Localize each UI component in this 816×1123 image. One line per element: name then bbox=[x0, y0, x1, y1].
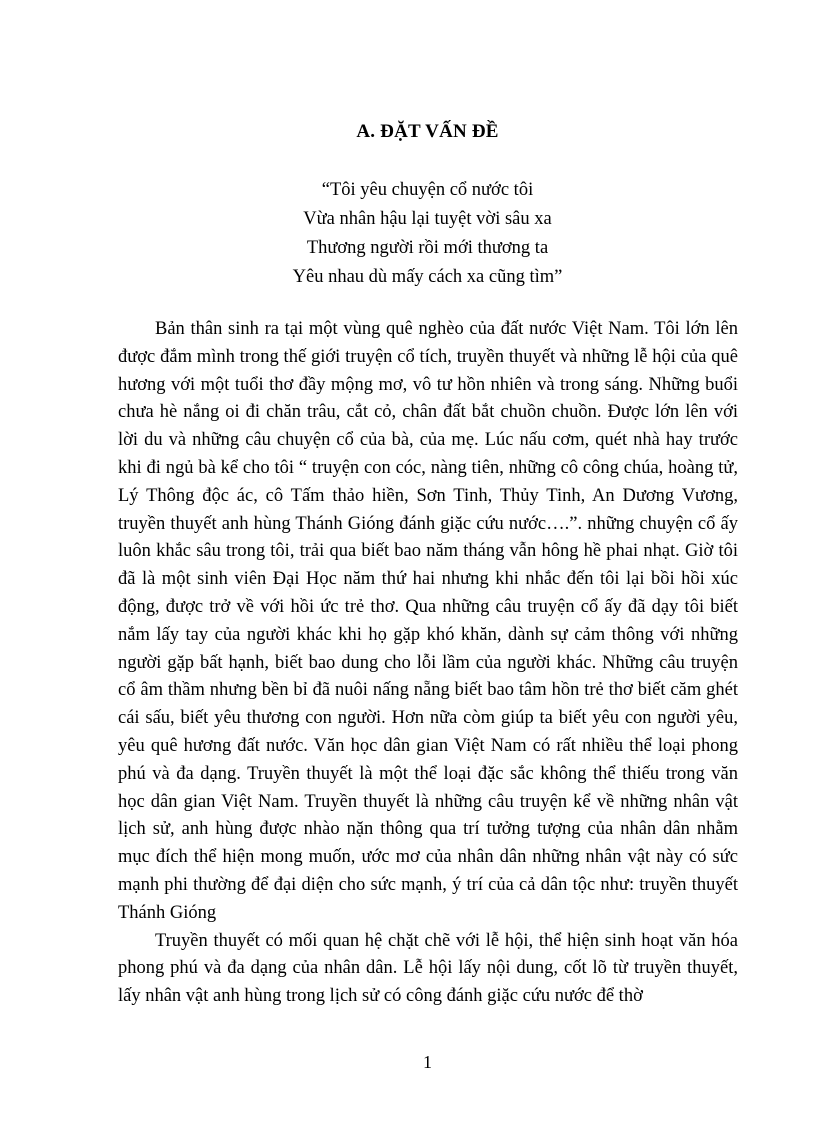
paragraph: Bản thân sinh ra tại một vùng quê nghèo của đất nước Việt Nam. Tôi lớn lên được đắm mình trong thế giới truyện cổ tích, truyền thuyết và những lễ hội của quê hương với một tuổi thơ đầy mộng mơ, vô tư hồn nhiên và trong sáng. Những buổi chưa hè nắng oi đi chăn trâu, cắt cỏ, chân đất bắt chuồn chuồn. Được lớn lên với lời du và những câu chuyện cổ của bà, của mẹ. Lúc nấu cơm, quét nhà hay trước khi đi ngủ bà kể cho tôi “ truyện con cóc, nàng tiên, những cô công chúa, hoàng tử, Lý Thông độc ác, cô Tấm thảo hiền, Sơn Tinh, Thủy Tinh, An Dương Vương, truyền thuyết anh hùng Thánh Gióng đánh giặc cứu nước….”. những chuyện cổ ấy luôn khắc sâu trong tôi, trải qua biết bao năm tháng vẫn hông hề phai nhạt. Giờ tôi đã là một sinh viên Đại Học năm thứ hai nhưng khi nhắc đến tôi lại bồi hồi xúc động, được trở về với hồi ức trẻ thơ. Qua những câu truyện cổ ấy đã dạy tôi biết nắm lấy tay của người khác khi họ gặp khó khăn, dành sự cảm thông với những người gặp bất hạnh, biết bao dung cho lỗi lầm của người khác. Những câu truyện cổ âm thầm nhưng bền bỉ đã nuôi nấng nẵng biết bao tâm hồn trẻ thơ biết căm ghét cái sấu, biết yêu thương con người. Hơn nữa còm giúp ta biết yêu con người yêu, yêu quê hương đất nước. Văn học dân gian Việt Nam có rất nhiều thể loại phong phú và đa dạng. Truyền thuyết là một thể loại đặc sắc không thể thiếu trong văn học dân gian Việt Nam. Truyền thuyết là những câu truyện kể về những nhân vật lịch sử, anh hùng được nhào nặn thông qua trí tưởng tượng của nhân dân nhằm mục đích thể hiện mong muốn, ước mơ của nhân dân những nhân vật này có sức mạnh phi thường để đại diện cho sức mạnh, ý trí của cả dân tộc như: truyền thuyết Thánh Gióng bbox=[118, 319, 738, 923]
poem-line: Vừa nhân hậu lại tuyệt vời sâu xa bbox=[303, 209, 552, 229]
poem-line: Yêu nhau dù mấy cách xa cũng tìm” bbox=[292, 267, 563, 287]
opening-poem bbox=[0, 176, 816, 292]
paragraph: Truyền thuyết có mối quan hệ chặt chẽ với lễ hội, thể hiện sinh hoạt văn hóa phong phú và đa dạng của nhân dân. Lễ hội lấy nội dung, cốt lõ từ truyền thuyết, lấy nhân vật anh hùng trong lịch sử có công đánh giặc cứu nước để thờ bbox=[118, 930, 738, 1007]
poem-line: Thương người rồi mới thương ta bbox=[306, 238, 549, 258]
poem-line: “Tôi yêu chuyện cổ nước tôi bbox=[321, 180, 534, 200]
section-heading: A. ĐẶT VẤN ĐỀ bbox=[356, 121, 499, 142]
body-text bbox=[118, 316, 738, 1011]
page-number: 1 bbox=[423, 1052, 432, 1072]
